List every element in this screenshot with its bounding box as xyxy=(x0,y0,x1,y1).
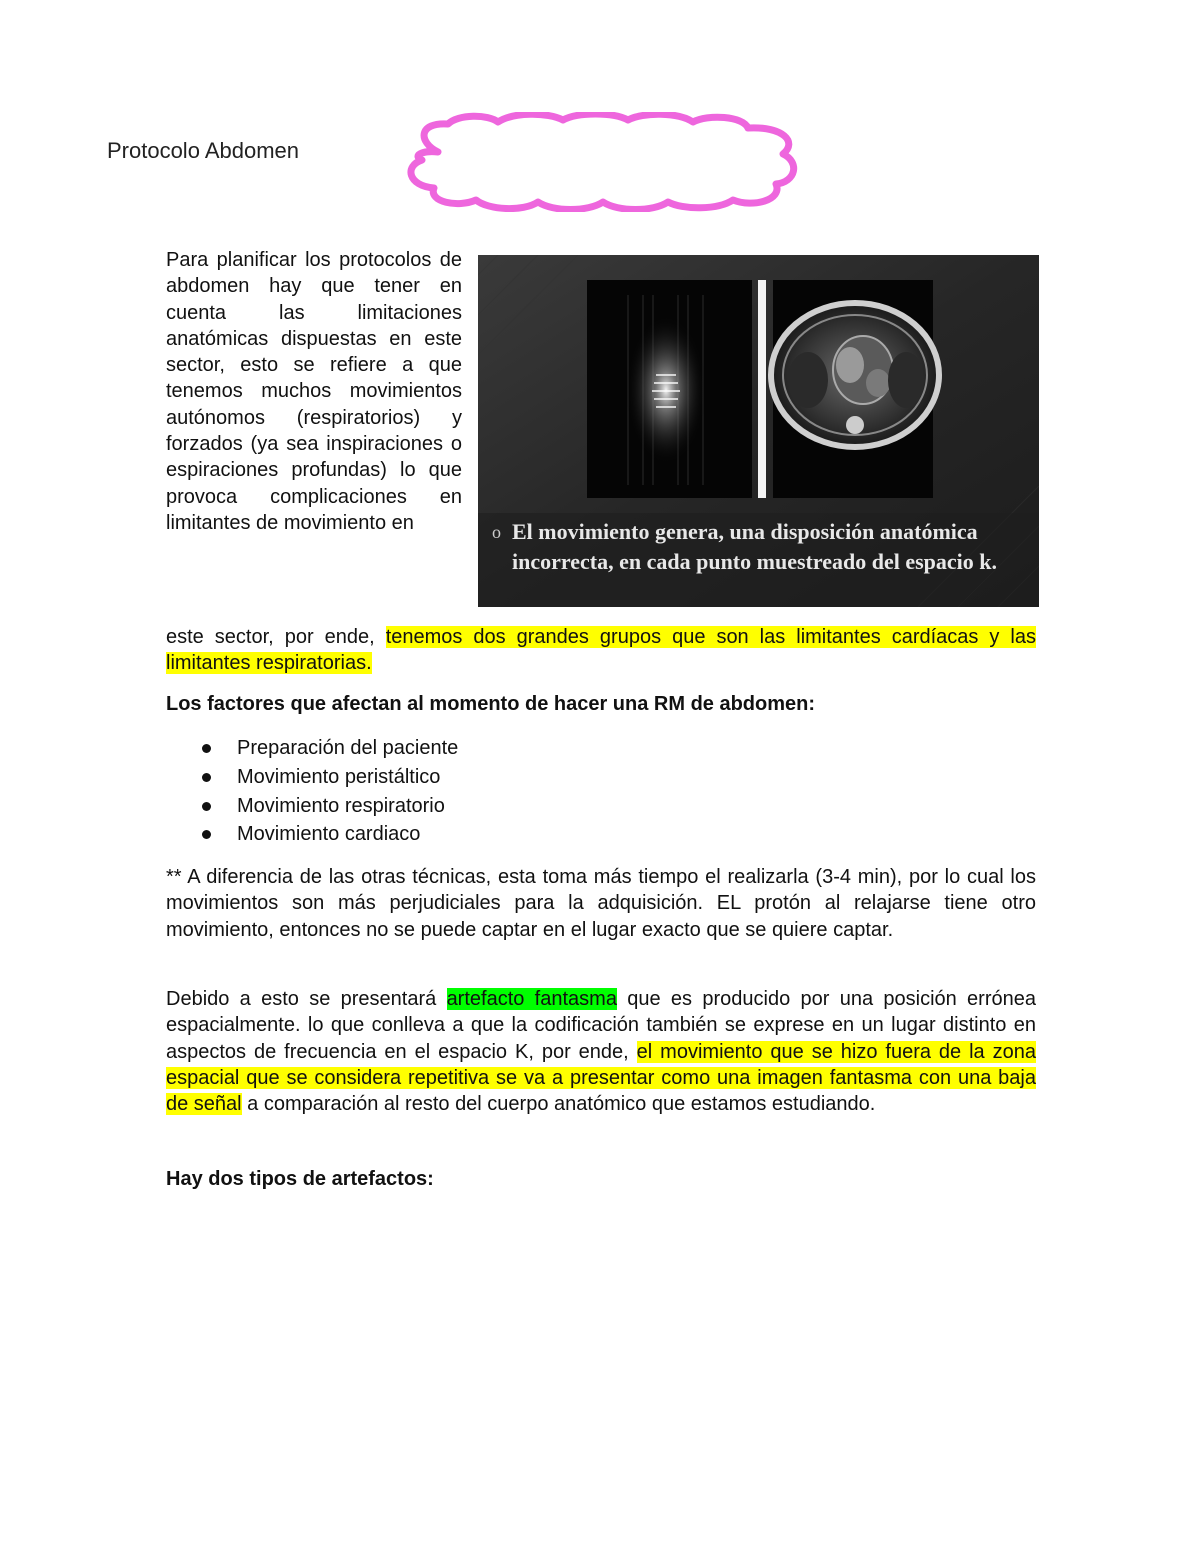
list-item: Preparación del paciente xyxy=(166,734,458,763)
page-title: Protocolo Abdomen xyxy=(106,138,300,163)
highlight-ghost-image: el movimiento que se hizo fuera de la zona espacial que se considera repetitiva se va a presentar como una imagen fantasma con una baja de señal xyxy=(166,1040,1036,1116)
highlight-ghost-artifact: artefacto fantasma xyxy=(446,988,617,1010)
bullet-icon xyxy=(202,802,211,811)
figure-divider xyxy=(758,280,766,498)
note-paragraph: ** A diferencia de las otras técnicas, esta toma más tiempo el realizarla (3-4 min), por lo cual los movimientos son más perjudiciales para la adquisición. EL protón al relajarse tiene otro movimiento, entonces no se puede captar en el lugar exacto que se quiere captar. xyxy=(166,866,1036,941)
bullet-icon xyxy=(202,773,211,782)
mri-figure xyxy=(478,255,1039,607)
artifact-types-heading: Hay dos tipos de artefactos: xyxy=(166,1168,434,1190)
k-space-image xyxy=(587,280,752,498)
bullet-icon xyxy=(202,830,211,839)
intro-paragraph: Para planificar los protocolos de abdomen hay que tener en cuenta las limitaciones anatómicas dispuestas en este sector, esto se refiere a que tenemos muchos movimientos autónomos (respiratorios) y forzados (ya sea inspiraciones o espiraciones profundas) lo que provoca complicaciones en limitantes de movimiento en xyxy=(166,249,462,534)
caption-bullet: o xyxy=(492,522,501,542)
highlight-groups: tenemos dos grandes grupos que son las limitantes cardíacas y las limitantes respiratorias. xyxy=(166,626,1036,675)
figure-caption xyxy=(492,517,1032,577)
intro-continuation xyxy=(166,624,1036,677)
intro-text-end: este sector, por ende, xyxy=(166,626,386,648)
caption-text: El movimiento genera, una disposición anatómica incorrecta, en cada punto muestreado del espacio k. xyxy=(512,519,997,574)
bullet-icon xyxy=(202,744,211,753)
factors-list xyxy=(166,734,458,849)
ghost-paragraph: Debido a esto se presentará artefacto fantasma que es producido por una posición errónea espacialmente. lo que conlleva a que la codificación también se exprese en un lugar distinto en aspectos de frecuencia en el espacio K, por ende, el movimiento que se hizo fuera de la zona espacial que se considera repetitiva se va a presentar como una imagen fantasma con una baja de señal a comparación al resto del cuerpo anatómico que estamos estudiando. xyxy=(166,988,1036,1116)
list-item: Movimiento respiratorio xyxy=(166,792,458,821)
list-item: Movimiento peristáltico xyxy=(166,763,458,792)
list-item: Movimiento cardiaco xyxy=(166,820,458,849)
title-cloud-shape xyxy=(398,112,804,212)
factors-heading: Los factores que afectan al momento de hacer una RM de abdomen: xyxy=(166,693,816,715)
mri-slice-image xyxy=(771,280,939,498)
